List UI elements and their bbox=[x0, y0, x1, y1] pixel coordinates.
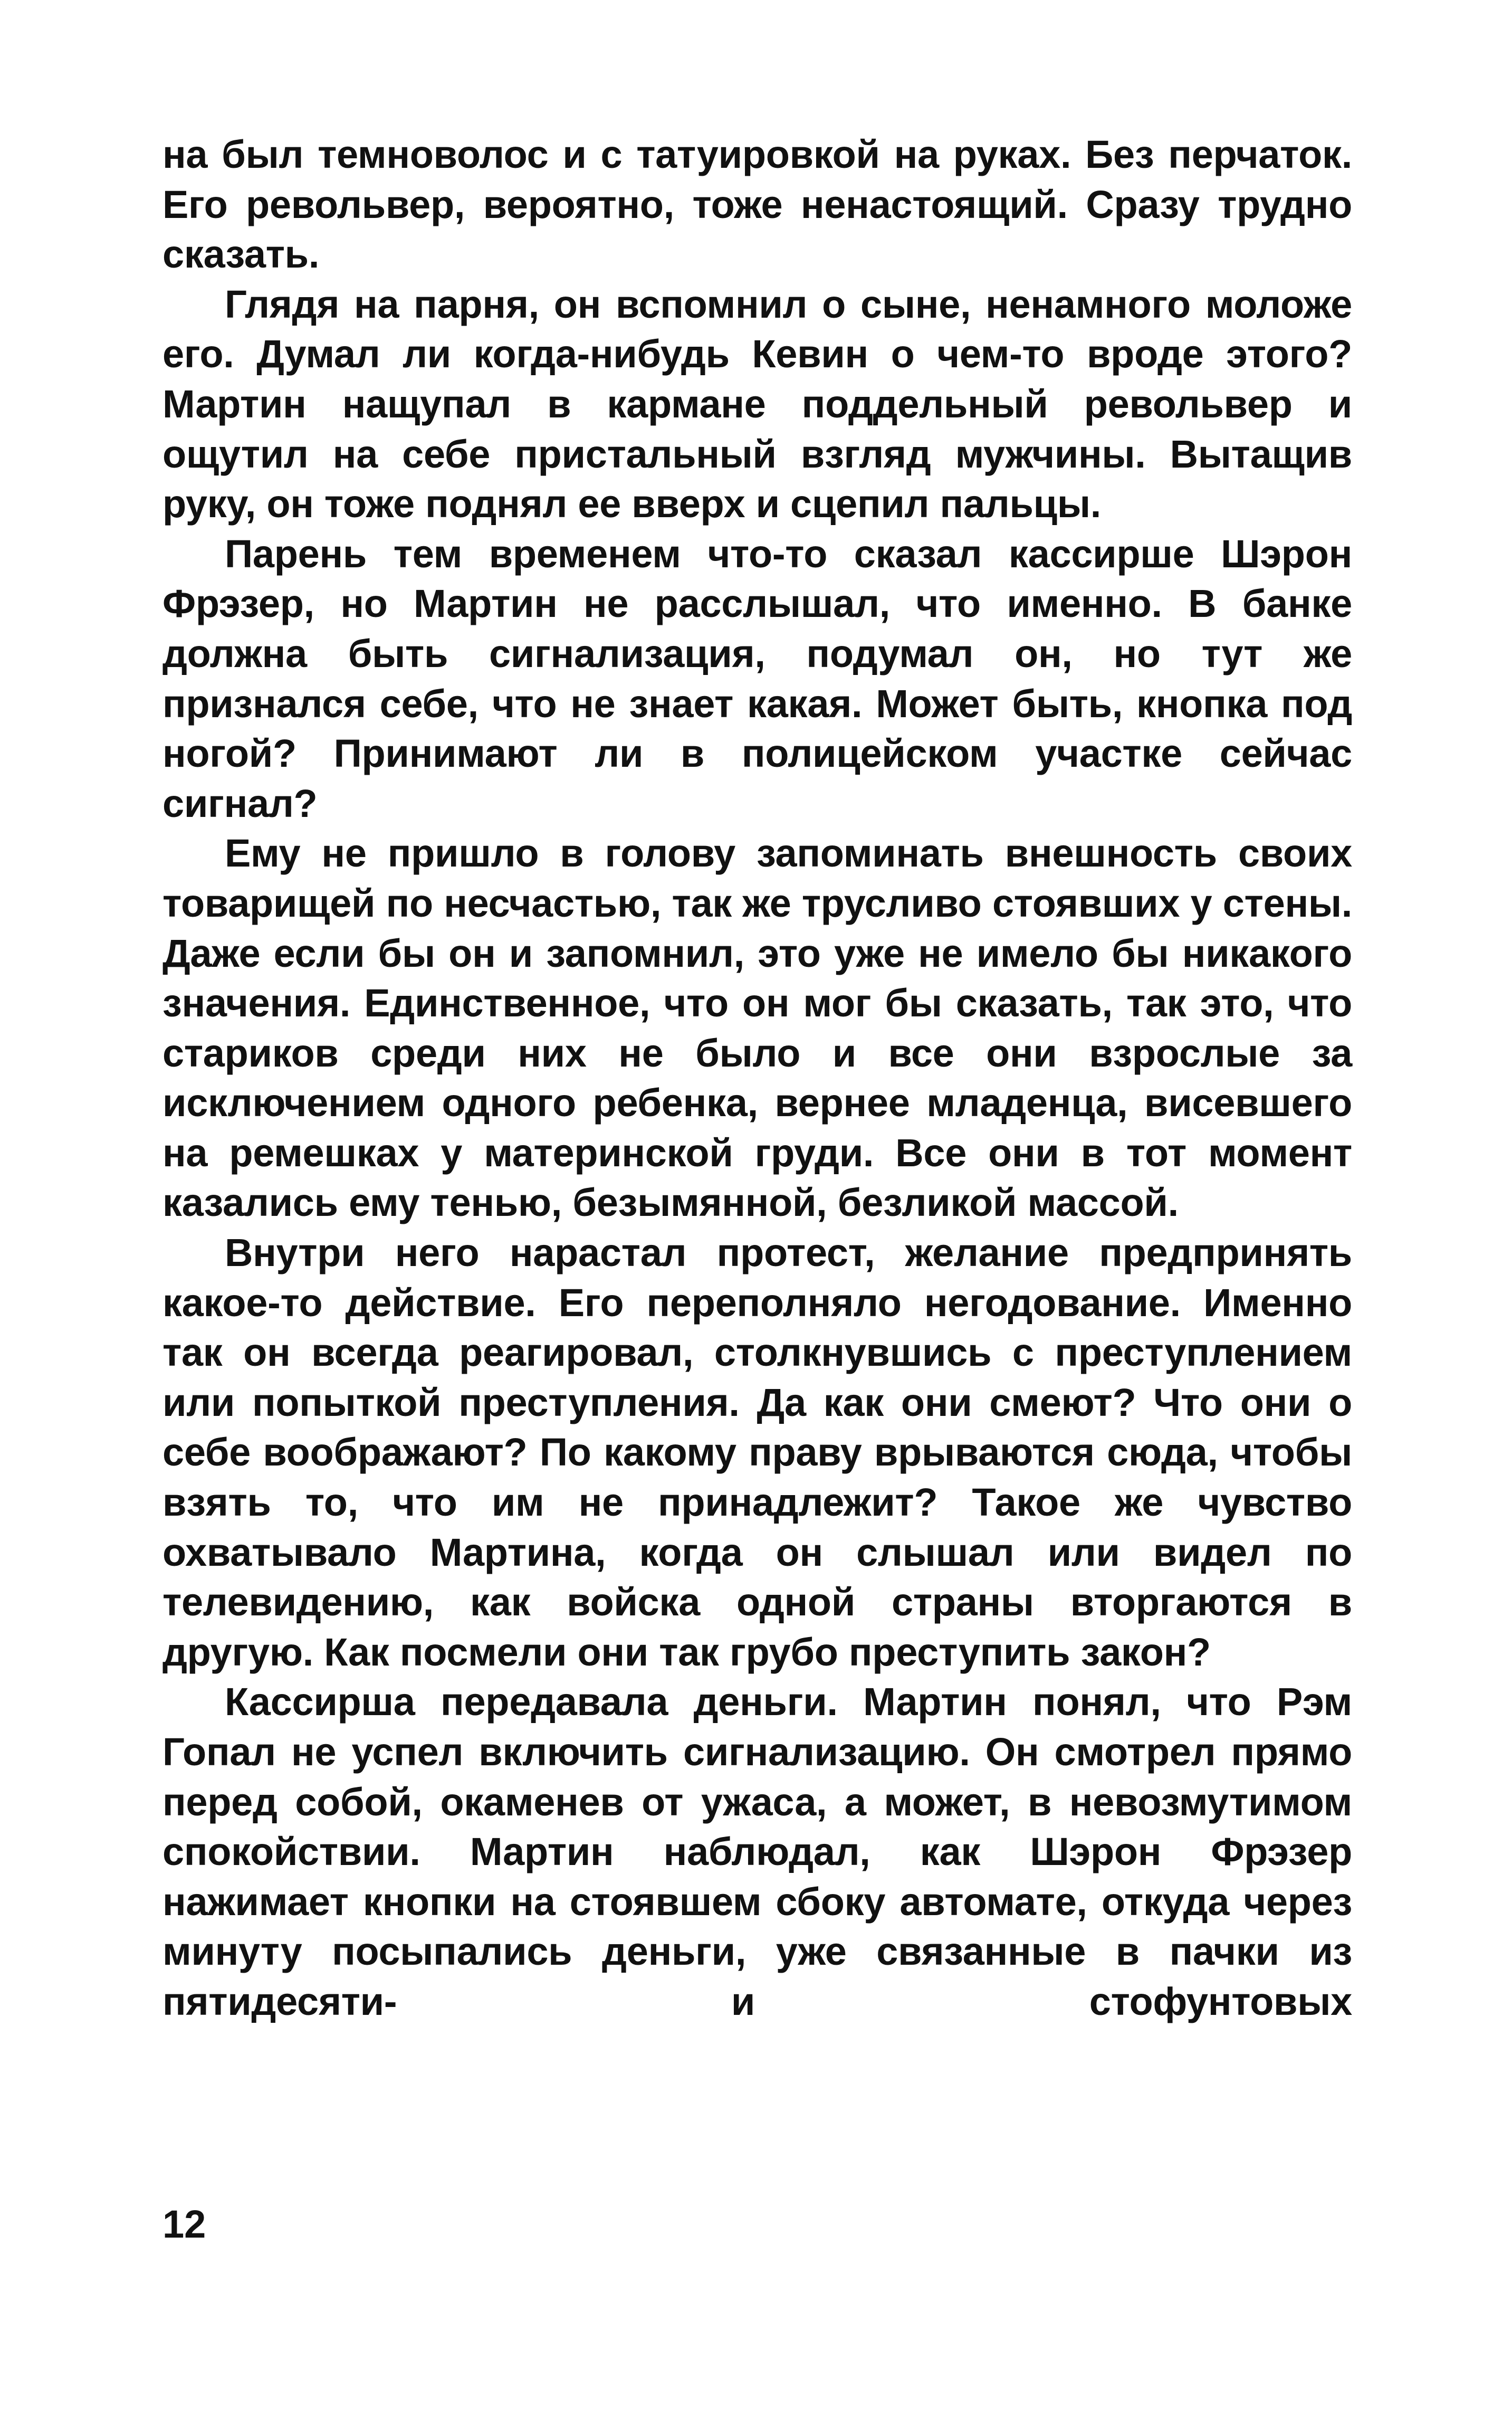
paragraph-3: Парень тем временем что-то сказал кассирше Шэрон Фрэзер, но Мартин не расслышал, что именно. В банке должна быть сигнализация, подумал он, но тут же признался себе, что не знает какая. Может быть, кнопка под ногой? Принимают ли в полицейском участке сейчас сигнал? bbox=[162, 531, 1352, 825]
paragraph-1: на был темноволос и с татуировкой на руках. Без перчаток. Его револьвер, вероятно, тоже ненастоящий. Сразу трудно сказать. bbox=[162, 132, 1352, 277]
paragraph-6: Кассирша передавала деньги. Мартин понял, что Рэм Гопал не успел включить сигнализацию. Он смотрел прямо перед собой, окаменев от ужаса, а может, в невозмутимом спокойствии. Мартин наблюдал, как Шэрон Фрэзер нажимает кнопки на стоявшем сбоку автомате, откуда через минуту посыпались деньги, уже связанные в пачки из пятидесяти- и стофунтовых bbox=[162, 1680, 1352, 2023]
paragraph-4: Ему не пришло в голову запоминать внешность своих товарищей по несчастью, так же трусливо стоявших у стены. Даже если бы он и запомнил, это уже не имело бы никакого значения. Единственное, что он мог бы сказать, так это, что стариков среди них не было и все они взрослые за исключением одного ребенка, вернее младенца, висевшего на ремешках у материнской груди. Все они в тот момент казались ему тенью, безымянной, безликой массой. bbox=[162, 831, 1352, 1225]
body-text bbox=[162, 130, 1352, 2027]
paragraph-5: Внутри него нарастал протест, желание предпринять какое-то действие. Его переполняло негодование. Именно так он всегда реагировал, столкнувшись с преступлением или попыткой преступления. Да как они смеют? Что они о себе воображают? По какому праву врываются сюда, чтобы взять то, что им не принадлежит? Такое же чувство охватывало Мартина, когда он слышал или видел по телевидению, как войска одной страны вторгаются в другую. Как посмели они так грубо преступить закон? bbox=[162, 1231, 1352, 1674]
paragraph-2: Глядя на парня, он вспомнил о сыне, ненамного моложе его. Думал ли когда-нибудь Кевин о чем-то вроде этого? Мартин нащупал в кармане поддельный револьвер и ощутил на себе пристальный взгляд мужчины. Вытащив руку, он тоже поднял ее вверх и сцепил пальцы. bbox=[162, 282, 1352, 526]
page-number: 12 bbox=[162, 2202, 206, 2246]
